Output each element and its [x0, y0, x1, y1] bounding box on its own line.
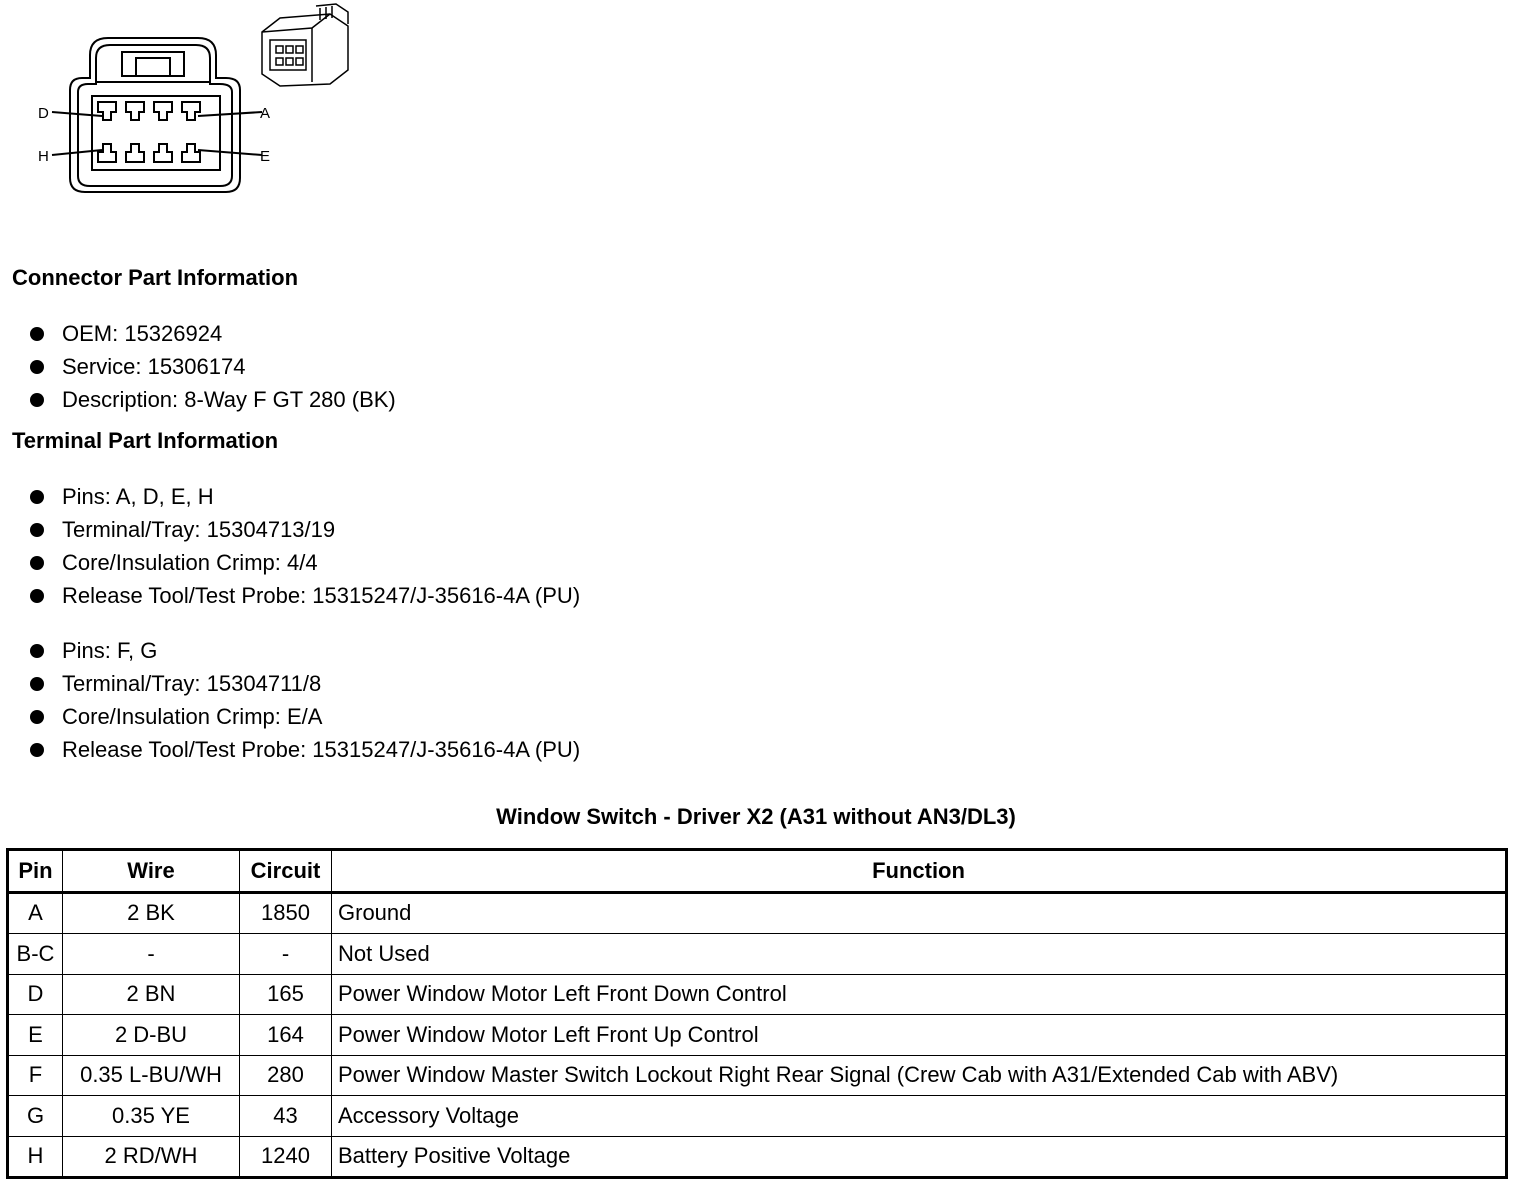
header-pin: Pin [8, 850, 63, 893]
connector-face-diagram [30, 0, 370, 200]
cell-circuit: 164 [240, 1015, 332, 1056]
cell-pin: H [8, 1136, 63, 1178]
table-row [8, 934, 1507, 975]
bullet-icon [30, 393, 44, 407]
pinout-table [6, 848, 1508, 1179]
cell-circuit: 165 [240, 974, 332, 1015]
pin-label-e: E [260, 148, 271, 165]
cell-function: Accessory Voltage [332, 1096, 1507, 1137]
table-row [8, 974, 1507, 1015]
bullet-icon [30, 556, 44, 570]
bullet-icon [30, 360, 44, 374]
bullet-icon [30, 490, 44, 504]
list-item: Release Tool/Test Probe: 15315247/J-35616-4A (PU) [30, 579, 580, 612]
list-item: Pins: F, G [30, 634, 580, 667]
cell-wire: 0.35 YE [63, 1096, 240, 1137]
cell-wire: 2 BK [63, 892, 240, 934]
cell-circuit: 1850 [240, 892, 332, 934]
terminal-part-info-list-1 [30, 480, 580, 612]
bullet-icon [30, 743, 44, 757]
bullet-icon [30, 523, 44, 537]
cell-pin: E [8, 1015, 63, 1056]
cell-function: Battery Positive Voltage [332, 1136, 1507, 1178]
bullet-icon [30, 327, 44, 341]
header-wire: Wire [63, 850, 240, 893]
cell-wire: - [63, 934, 240, 975]
bullet-icon [30, 710, 44, 724]
table-header-row [8, 850, 1507, 893]
list-item: Description: 8-Way F GT 280 (BK) [30, 383, 396, 416]
table-row [8, 892, 1507, 934]
cell-pin: F [8, 1055, 63, 1096]
terminal-part-info-heading: Terminal Part Information [12, 428, 279, 453]
list-item: Release Tool/Test Probe: 15315247/J-35616-4A (PU) [30, 733, 580, 766]
bullet-icon [30, 589, 44, 603]
list-item: Core/Insulation Crimp: 4/4 [30, 546, 580, 579]
bullet-icon [30, 644, 44, 658]
list-item: Core/Insulation Crimp: E/A [30, 700, 580, 733]
cell-function: Power Window Motor Left Front Up Control [332, 1015, 1507, 1056]
header-circuit: Circuit [240, 850, 332, 893]
table-row [8, 1015, 1507, 1056]
table-row [8, 1096, 1507, 1137]
header-function: Function [332, 850, 1507, 893]
pin-label-a: A [260, 105, 271, 122]
cell-function: Power Window Motor Left Front Down Control [332, 974, 1507, 1015]
table-row [8, 1136, 1507, 1178]
cell-wire: 2 D-BU [63, 1015, 240, 1056]
connector-part-info-heading: Connector Part Information [12, 265, 299, 290]
cell-function: Not Used [332, 934, 1507, 975]
cell-circuit: 280 [240, 1055, 332, 1096]
bullet-icon [30, 677, 44, 691]
list-item: OEM: 15326924 [30, 317, 396, 350]
cell-function: Ground [332, 892, 1507, 934]
cell-circuit: 1240 [240, 1136, 332, 1178]
cell-pin: G [8, 1096, 63, 1137]
cell-pin: B-C [8, 934, 63, 975]
connector-isometric-icon [262, 4, 348, 86]
cell-function: Power Window Master Switch Lockout Right Rear Signal (Crew Cab with A31/Extended Cab with ABV) [332, 1055, 1507, 1096]
cell-wire: 2 RD/WH [63, 1136, 240, 1178]
pin-label-h: H [38, 148, 49, 165]
list-item: Terminal/Tray: 15304711/8 [30, 667, 580, 700]
table-title: Window Switch - Driver X2 (A31 without AN3/DL3) [496, 804, 1016, 829]
list-item: Service: 15306174 [30, 350, 396, 383]
list-item: Pins: A, D, E, H [30, 480, 580, 513]
cell-circuit: 43 [240, 1096, 332, 1137]
list-item: Terminal/Tray: 15304713/19 [30, 513, 580, 546]
cell-pin: A [8, 892, 63, 934]
terminal-part-info-list-2 [30, 634, 580, 766]
cell-wire: 2 BN [63, 974, 240, 1015]
cell-circuit: - [240, 934, 332, 975]
cell-pin: D [8, 974, 63, 1015]
pin-label-d: D [38, 105, 49, 122]
cell-wire: 0.35 L-BU/WH [63, 1055, 240, 1096]
table-row [8, 1055, 1507, 1096]
connector-part-info-list [30, 317, 396, 416]
